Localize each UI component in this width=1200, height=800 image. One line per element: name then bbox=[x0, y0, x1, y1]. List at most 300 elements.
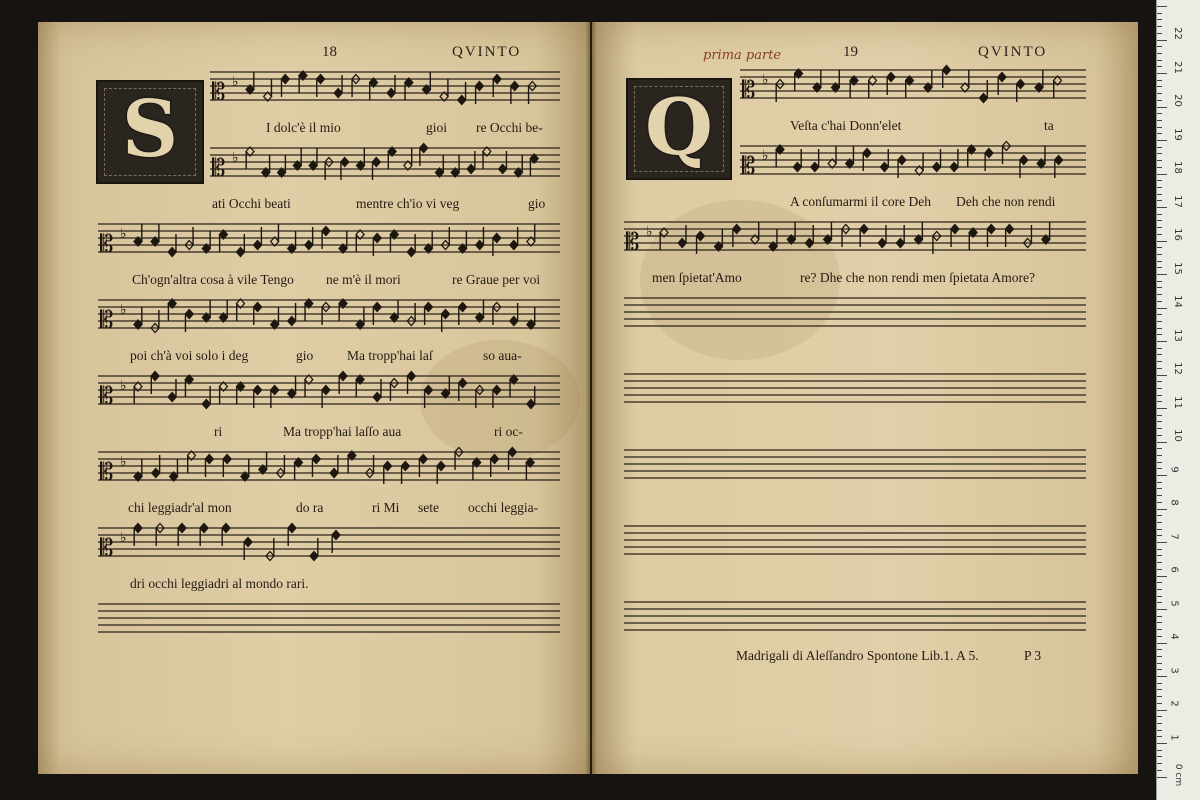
ruler-number: 11 bbox=[1171, 395, 1183, 409]
ruler-tick bbox=[1157, 194, 1162, 195]
lyric-syllable: re? Dhe che non rendi men ſpietata Amore? bbox=[800, 270, 1036, 285]
note-glyph bbox=[309, 148, 317, 171]
ruler-tick bbox=[1157, 294, 1162, 295]
note-glyph bbox=[527, 224, 535, 247]
note-glyph bbox=[530, 154, 538, 177]
ruler-tick bbox=[1157, 354, 1162, 355]
note-glyph bbox=[305, 375, 313, 398]
ruler-tick bbox=[1157, 220, 1162, 221]
note-glyph bbox=[476, 300, 484, 323]
note-glyph bbox=[259, 452, 267, 475]
note-glyph bbox=[134, 307, 142, 330]
note-glyph bbox=[151, 224, 159, 247]
ruler-tick bbox=[1157, 777, 1167, 778]
note-glyph bbox=[288, 376, 296, 399]
ruler-number: 21 bbox=[1171, 60, 1183, 74]
note-glyph bbox=[388, 147, 396, 170]
lyric-syllable: Deh che non rendi bbox=[956, 194, 1056, 209]
note-glyph bbox=[262, 155, 270, 178]
ruler-tick bbox=[1157, 26, 1162, 27]
ruler-tick bbox=[1157, 515, 1162, 516]
ruler-tick bbox=[1157, 408, 1167, 409]
note-glyph bbox=[968, 145, 976, 168]
lyric-syllable: ri Mi bbox=[372, 500, 400, 515]
ruler-tick bbox=[1157, 763, 1162, 764]
ruler-tick bbox=[1157, 33, 1162, 34]
ruler-tick bbox=[1157, 187, 1162, 188]
lyric-syllable: Ma tropp'hai laſ bbox=[347, 348, 433, 363]
ruler-tick bbox=[1157, 683, 1162, 684]
note-glyph bbox=[795, 69, 803, 92]
ruler-tick bbox=[1157, 522, 1162, 523]
note-glyph bbox=[915, 222, 923, 245]
ruler-number: 15 bbox=[1171, 261, 1183, 275]
ruler-tick bbox=[1157, 19, 1162, 20]
ruler-tick bbox=[1157, 696, 1162, 697]
ruler-number: 5 bbox=[1168, 599, 1180, 607]
music-staff bbox=[210, 60, 560, 110]
ruler-tick bbox=[1157, 750, 1162, 751]
music-staff bbox=[624, 362, 1086, 412]
note-glyph bbox=[832, 70, 840, 93]
flat-glyph: ♭ bbox=[232, 150, 239, 166]
note-glyph bbox=[356, 375, 364, 398]
ruler-tick bbox=[1157, 301, 1162, 302]
ruler-number: 10 bbox=[1171, 429, 1183, 442]
note-glyph bbox=[915, 153, 923, 176]
ruler-tick bbox=[1157, 442, 1167, 443]
ruler-tick bbox=[1157, 234, 1162, 235]
ruler-number: 3 bbox=[1168, 666, 1180, 674]
ruler-tick bbox=[1157, 401, 1162, 402]
music-staff bbox=[98, 288, 560, 338]
lyric-syllable: ati Occhi beati bbox=[212, 196, 291, 211]
ruler-tick bbox=[1157, 689, 1162, 690]
ruler-tick bbox=[1157, 254, 1162, 255]
note-glyph bbox=[824, 222, 832, 245]
note-glyph bbox=[202, 231, 210, 254]
music-staff bbox=[624, 286, 1086, 336]
note-glyph bbox=[924, 70, 932, 93]
ruler-number: 13 bbox=[1171, 328, 1183, 342]
note-glyph bbox=[473, 458, 481, 481]
ruler-number: 6 bbox=[1168, 566, 1180, 573]
ruler-tick bbox=[1157, 120, 1162, 121]
clef-glyph: 𝄡 bbox=[626, 228, 640, 256]
voice-part-title-left: QVINTO bbox=[452, 44, 522, 60]
ruler-tick bbox=[1157, 616, 1162, 617]
ruler-tick bbox=[1157, 428, 1162, 429]
ruler-tick bbox=[1157, 636, 1162, 637]
note-glyph bbox=[404, 148, 412, 171]
ruler-number: 19 bbox=[1171, 127, 1183, 141]
ruler-tick bbox=[1157, 127, 1162, 128]
ruler-tick bbox=[1157, 415, 1162, 416]
ruler-number: 17 bbox=[1171, 194, 1183, 208]
note-glyph bbox=[442, 376, 450, 399]
ruler-tick bbox=[1157, 455, 1162, 456]
note-glyph bbox=[1042, 222, 1050, 245]
note-glyph bbox=[185, 375, 193, 398]
ruler-tick bbox=[1157, 73, 1167, 74]
ruler-tick bbox=[1157, 743, 1167, 744]
ruler-tick bbox=[1157, 174, 1167, 175]
flat-glyph: ♭ bbox=[762, 72, 769, 88]
note-glyph bbox=[237, 382, 245, 405]
lyric-syllable: so aua- bbox=[483, 348, 522, 363]
ruler-tick bbox=[1157, 328, 1162, 329]
lyric-syllable: gio bbox=[528, 196, 546, 211]
ruler-tick bbox=[1157, 341, 1167, 342]
ruler-tick bbox=[1157, 542, 1167, 543]
note-glyph bbox=[293, 148, 301, 171]
clef-glyph: 𝄡 bbox=[100, 382, 114, 410]
note-glyph bbox=[787, 222, 795, 245]
music-staff bbox=[740, 134, 1086, 184]
lyric-syllable: I dolc'è il mio bbox=[266, 120, 341, 135]
ruler-tick bbox=[1157, 227, 1162, 228]
note-glyph bbox=[294, 458, 302, 481]
ruler-tick bbox=[1157, 468, 1162, 469]
ruler-number: 22 bbox=[1171, 27, 1183, 40]
ruler-tick bbox=[1157, 716, 1162, 717]
ruler-tick bbox=[1157, 736, 1162, 737]
note-glyph bbox=[219, 382, 227, 405]
note-glyph bbox=[390, 300, 398, 323]
ruler-tick bbox=[1157, 274, 1167, 275]
note-glyph bbox=[390, 230, 398, 253]
lyric-syllable: ri bbox=[214, 424, 223, 439]
book-gutter bbox=[586, 22, 596, 774]
ruler-unit: 0 cm bbox=[1173, 763, 1184, 787]
flat-glyph: ♭ bbox=[120, 530, 127, 546]
note-glyph bbox=[510, 375, 518, 398]
ruler-tick bbox=[1157, 100, 1162, 101]
ruler-tick bbox=[1157, 549, 1162, 550]
page-number-right: 19 bbox=[843, 44, 858, 60]
measurement-ruler bbox=[1156, 0, 1200, 800]
ruler-tick bbox=[1157, 160, 1162, 161]
note-glyph bbox=[264, 79, 272, 102]
ruler-tick bbox=[1157, 53, 1162, 54]
initial-letter: S bbox=[121, 84, 179, 175]
lyric-syllable: sete bbox=[418, 500, 439, 515]
ruler-tick bbox=[1157, 388, 1162, 389]
ruler-tick bbox=[1157, 488, 1162, 489]
ruler-tick bbox=[1157, 663, 1162, 664]
note-glyph bbox=[134, 382, 142, 405]
ruler-tick bbox=[1157, 555, 1162, 556]
ruler-tick bbox=[1157, 495, 1162, 496]
note-glyph bbox=[219, 300, 227, 323]
decorated-initial-s bbox=[96, 80, 204, 184]
ruler-tick bbox=[1157, 582, 1162, 583]
ruler-tick bbox=[1157, 200, 1162, 201]
ruler-tick bbox=[1157, 770, 1162, 771]
handwritten-annotation: prima parte bbox=[703, 48, 782, 63]
flat-glyph: ♭ bbox=[232, 74, 239, 90]
ruler-tick bbox=[1157, 629, 1162, 630]
ruler-number: 9 bbox=[1168, 465, 1180, 473]
ruler-number: 2 bbox=[1168, 700, 1180, 707]
clef-glyph: 𝄡 bbox=[100, 534, 114, 562]
ruler-tick bbox=[1157, 308, 1167, 309]
lyric-syllable: Ch'ogn'altra cosa à vile Tengo bbox=[132, 272, 294, 287]
note-glyph bbox=[451, 155, 459, 178]
lyric-syllable: re Occhi be- bbox=[476, 120, 543, 135]
ruler-tick bbox=[1157, 381, 1162, 382]
note-glyph bbox=[422, 72, 430, 95]
note-glyph bbox=[170, 459, 178, 482]
ruler-tick bbox=[1157, 287, 1162, 288]
ruler-tick bbox=[1157, 649, 1162, 650]
ruler-number: 8 bbox=[1168, 499, 1180, 506]
note-glyph bbox=[751, 222, 759, 245]
ruler-tick bbox=[1157, 334, 1162, 335]
ruler-tick bbox=[1157, 502, 1162, 503]
clef-glyph: 𝄡 bbox=[100, 306, 114, 334]
ruler-tick bbox=[1157, 13, 1162, 14]
music-staff bbox=[98, 516, 560, 566]
note-glyph bbox=[483, 147, 491, 170]
ruler-tick bbox=[1157, 609, 1167, 610]
ruler-number: 7 bbox=[1168, 532, 1180, 540]
ruler-tick bbox=[1157, 509, 1167, 510]
ruler-tick bbox=[1157, 66, 1162, 67]
ruler-tick bbox=[1157, 703, 1162, 704]
ruler-number: 12 bbox=[1171, 362, 1183, 375]
note-glyph bbox=[1054, 76, 1062, 99]
note-glyph bbox=[846, 146, 854, 169]
ruler-number: 16 bbox=[1171, 228, 1183, 241]
note-glyph bbox=[348, 451, 356, 474]
ruler-tick bbox=[1157, 576, 1167, 577]
music-staff bbox=[624, 514, 1086, 564]
lyric-syllable: ne m'è il mori bbox=[326, 272, 401, 287]
ruler-tick bbox=[1157, 321, 1162, 322]
ruler-tick bbox=[1157, 180, 1162, 181]
ruler-tick bbox=[1157, 348, 1162, 349]
lyric-syllable: occhi leggia- bbox=[468, 500, 539, 515]
note-glyph bbox=[1035, 70, 1043, 93]
clef-glyph: 𝄡 bbox=[742, 152, 756, 180]
ruler-tick bbox=[1157, 475, 1167, 476]
decorated-initial-q bbox=[626, 78, 732, 180]
lyric-syllable: chi leggiadr'al mon bbox=[128, 500, 232, 515]
flat-glyph: ♭ bbox=[120, 226, 127, 242]
ruler-tick bbox=[1157, 167, 1162, 168]
lyric-syllable: men ſpietat'Amo bbox=[652, 270, 742, 285]
flat-glyph: ♭ bbox=[120, 302, 127, 318]
lyric-syllable: re Graue per voi bbox=[452, 272, 541, 287]
note-glyph bbox=[356, 307, 364, 330]
note-glyph bbox=[906, 76, 914, 99]
ruler-tick bbox=[1157, 40, 1167, 41]
ruler-tick bbox=[1157, 113, 1162, 114]
ruler-tick bbox=[1157, 529, 1162, 530]
lyric-syllable: gio bbox=[296, 348, 314, 363]
ruler-tick bbox=[1157, 435, 1162, 436]
ruler-number: 1 bbox=[1168, 733, 1180, 741]
ruler-tick bbox=[1157, 656, 1162, 657]
ruler-tick bbox=[1157, 602, 1162, 603]
lyric-syllable: A conſumarmi il core Deh bbox=[790, 194, 931, 209]
ruler-tick bbox=[1157, 395, 1162, 396]
ruler-tick bbox=[1157, 730, 1162, 731]
note-glyph bbox=[246, 147, 254, 170]
lyric-syllable: gioi bbox=[426, 120, 448, 135]
ruler-number: 18 bbox=[1171, 161, 1183, 174]
page-number-left: 18 bbox=[322, 44, 337, 60]
music-staff bbox=[98, 440, 560, 490]
ruler-tick bbox=[1157, 669, 1162, 670]
note-glyph bbox=[219, 230, 227, 253]
note-glyph bbox=[134, 224, 142, 247]
note-glyph bbox=[271, 224, 279, 247]
clef-glyph: 𝄡 bbox=[742, 76, 756, 104]
note-glyph bbox=[776, 145, 784, 168]
music-staff bbox=[624, 210, 1086, 260]
ruler-number: 4 bbox=[1168, 633, 1180, 640]
note-glyph bbox=[514, 155, 522, 178]
ruler-tick bbox=[1157, 267, 1162, 268]
note-glyph bbox=[715, 229, 723, 252]
lyric-syllable: Ma tropp'hai laſſo aua bbox=[283, 424, 402, 439]
ruler-tick bbox=[1157, 421, 1162, 422]
ruler-tick bbox=[1157, 93, 1162, 94]
music-staff bbox=[98, 364, 560, 414]
note-glyph bbox=[850, 76, 858, 99]
ruler-tick bbox=[1157, 6, 1167, 7]
ruler-tick bbox=[1157, 86, 1162, 87]
clef-glyph: 𝄡 bbox=[100, 458, 114, 486]
music-staff bbox=[210, 136, 560, 186]
ruler-tick bbox=[1157, 133, 1162, 134]
ruler-tick bbox=[1157, 361, 1162, 362]
ruler-tick bbox=[1157, 562, 1162, 563]
ruler-tick bbox=[1157, 207, 1167, 208]
note-glyph bbox=[440, 79, 448, 102]
ruler-tick bbox=[1157, 261, 1162, 262]
note-glyph bbox=[278, 155, 286, 178]
lyric-syllable: dri occhi leggiadri al mondo rari. bbox=[130, 576, 309, 591]
ruler-tick bbox=[1157, 241, 1167, 242]
voice-part-title-right: QVINTO bbox=[978, 44, 1048, 60]
initial-letter: Q bbox=[645, 82, 713, 173]
ruler-tick bbox=[1157, 723, 1162, 724]
ruler-tick bbox=[1157, 569, 1162, 570]
note-glyph bbox=[769, 229, 777, 252]
note-glyph bbox=[869, 76, 877, 99]
ruler-tick bbox=[1157, 375, 1167, 376]
note-glyph bbox=[1037, 146, 1045, 169]
lyric-syllable: poi ch'à voi solo i deg bbox=[130, 348, 249, 363]
note-glyph bbox=[459, 231, 467, 254]
ruler-tick bbox=[1157, 622, 1162, 623]
ruler-tick bbox=[1157, 80, 1162, 81]
lyric-syllable: mentre ch'io vi veg bbox=[356, 196, 460, 211]
note-glyph bbox=[288, 231, 296, 254]
note-glyph bbox=[271, 307, 279, 330]
note-glyph bbox=[299, 71, 307, 94]
ruler-tick bbox=[1157, 153, 1162, 154]
ruler-tick bbox=[1157, 281, 1162, 282]
note-glyph bbox=[356, 230, 364, 253]
note-glyph bbox=[526, 458, 534, 481]
clef-glyph: 𝄡 bbox=[212, 78, 226, 106]
ruler-number: 14 bbox=[1171, 295, 1183, 308]
note-glyph bbox=[187, 451, 195, 474]
ruler-tick bbox=[1157, 247, 1162, 248]
ruler-number: 20 bbox=[1171, 94, 1183, 107]
ruler-tick bbox=[1157, 147, 1162, 148]
note-glyph bbox=[969, 228, 977, 251]
ruler-tick bbox=[1157, 596, 1162, 597]
lyric-syllable: do ra bbox=[296, 500, 324, 515]
ruler-tick bbox=[1157, 368, 1162, 369]
music-staff bbox=[98, 592, 560, 642]
ruler-tick bbox=[1157, 589, 1162, 590]
clef-glyph: 𝄡 bbox=[100, 230, 114, 258]
note-glyph bbox=[370, 78, 378, 101]
signature-mark: P 3 bbox=[1024, 648, 1042, 663]
ruler-tick bbox=[1157, 107, 1167, 108]
ruler-tick bbox=[1157, 46, 1162, 47]
flat-glyph: ♭ bbox=[120, 454, 127, 470]
note-glyph bbox=[305, 299, 313, 322]
flat-glyph: ♭ bbox=[646, 224, 653, 240]
colophon-footer: Madrigali di Aleſſandro Spontone Lib.1. A 5. bbox=[736, 648, 979, 663]
note-glyph bbox=[134, 459, 142, 482]
lyric-syllable: Veſta c'hai Donn'elet bbox=[790, 118, 902, 133]
music-staff bbox=[624, 438, 1086, 488]
note-glyph bbox=[405, 78, 413, 101]
note-glyph bbox=[168, 299, 176, 322]
flat-glyph: ♭ bbox=[120, 378, 127, 394]
ruler-tick bbox=[1157, 462, 1162, 463]
note-glyph bbox=[357, 148, 365, 171]
note-glyph bbox=[339, 231, 347, 254]
note-glyph bbox=[660, 228, 668, 251]
ruler-tick bbox=[1157, 676, 1167, 677]
ruler-tick bbox=[1157, 535, 1162, 536]
music-staff bbox=[98, 212, 560, 262]
ruler-tick bbox=[1157, 140, 1167, 141]
note-glyph bbox=[961, 70, 969, 93]
clef-glyph: 𝄡 bbox=[212, 154, 226, 182]
note-glyph bbox=[527, 307, 535, 330]
ruler-tick bbox=[1157, 314, 1162, 315]
note-glyph bbox=[828, 146, 836, 169]
ruler-tick bbox=[1157, 643, 1167, 644]
note-glyph bbox=[202, 300, 210, 323]
ruler-tick bbox=[1157, 448, 1162, 449]
ruler-tick bbox=[1157, 60, 1162, 61]
note-glyph bbox=[424, 231, 432, 254]
music-staff bbox=[740, 58, 1086, 108]
ruler-tick bbox=[1157, 756, 1162, 757]
note-glyph bbox=[241, 459, 249, 482]
ruler-tick bbox=[1157, 214, 1162, 215]
music-staff bbox=[624, 590, 1086, 640]
flat-glyph: ♭ bbox=[762, 148, 769, 164]
ruler-tick bbox=[1157, 482, 1162, 483]
ruler-tick bbox=[1157, 710, 1167, 711]
note-glyph bbox=[339, 299, 347, 322]
note-glyph bbox=[246, 72, 254, 95]
lyric-syllable: ri oc- bbox=[494, 424, 523, 439]
note-glyph bbox=[813, 70, 821, 93]
